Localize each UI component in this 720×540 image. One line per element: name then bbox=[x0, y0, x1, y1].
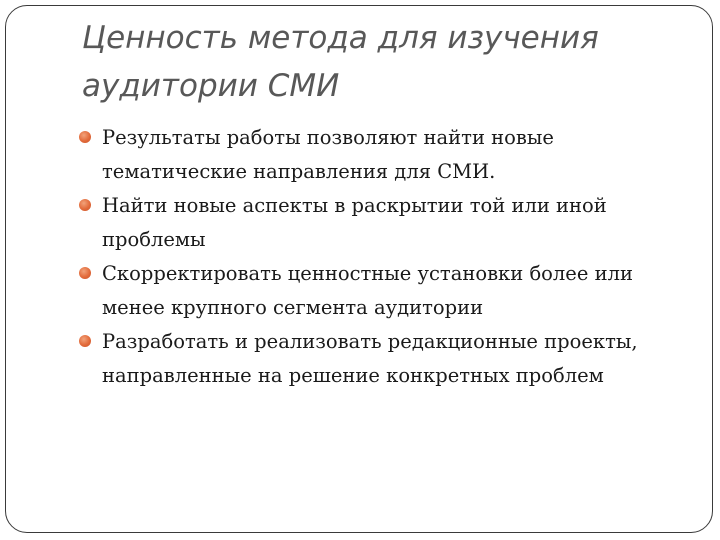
bullet-dot-icon bbox=[79, 267, 91, 279]
slide-title: Ценность метода для изучения аудитории СМИ bbox=[82, 20, 599, 104]
bullet-dot-icon bbox=[79, 131, 91, 143]
bullet-text: Найти новые аспекты в раскрытии той или иной проблемы bbox=[102, 194, 607, 251]
bullet-item bbox=[76, 257, 676, 325]
bullet-dot-icon bbox=[79, 199, 91, 211]
bullet-item bbox=[76, 325, 676, 393]
bullet-text: Скорректировать ценностные установки более или менее крупного сегмента аудитории bbox=[102, 262, 633, 319]
bullet-item bbox=[76, 189, 676, 257]
bullet-item bbox=[76, 121, 676, 189]
bullet-dot-icon bbox=[79, 335, 91, 347]
bullet-list bbox=[76, 121, 676, 393]
bullet-text: Результаты работы позволяют найти новые тематические направления для СМИ. bbox=[102, 126, 554, 183]
bullet-text: Разработать и реализовать редакционные проекты, направленные на решение конкретных проблем bbox=[102, 330, 638, 387]
